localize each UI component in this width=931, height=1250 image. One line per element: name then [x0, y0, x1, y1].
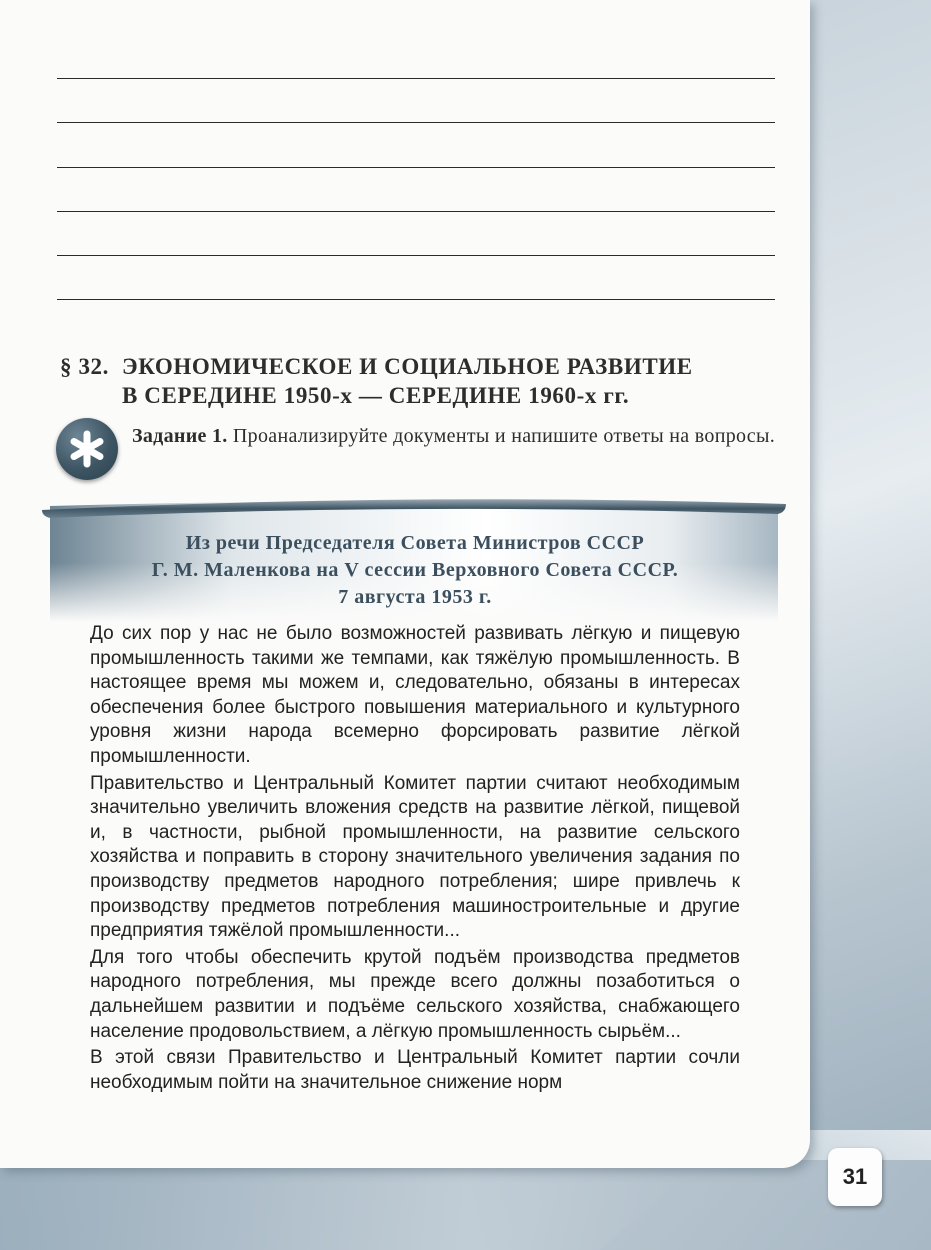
section-number: § 32. [60, 354, 109, 379]
section-title-line2: В СЕРЕДИНЕ 1950-х — СЕРЕДИНЕ 1960-х гг. [122, 383, 630, 408]
answer-line[interactable] [57, 122, 775, 123]
task-text: Проанализируйте документы и напишите ответы на вопросы. [232, 425, 776, 447]
document-paragraph: В этой связи Правительство и Центральный Комитет партии сочли необходимым пойти на значительное снижение норм [90, 1047, 740, 1093]
document-paragraph: Для того чтобы обеспечить крутой подъём производства предметов народного потребления, мы прежде всего должны позаботиться о дальнейшем развитии и подъёме сельского хозяйства, снабжающего население продовольствием, а лёгкую промышленность сырьём... [90, 946, 740, 1042]
star-icon [56, 418, 118, 480]
document-source-title [60, 530, 770, 611]
document-paragraph: До сих пор у нас не было возможностей развивать лёгкую и пищевую промышленность такими же темпами, как тяжёлую промышленность. В настоящее время мы можем и, следовательно, обязаны в интересах обеспечения более быстрого повышения материального и культурного уровня жизни народа всемерно форсировать развитие лёгкой промышленности. [90, 623, 740, 767]
answer-line[interactable] [57, 167, 775, 168]
answer-line[interactable] [57, 78, 775, 79]
section-heading [60, 352, 760, 410]
section-title-line1: ЭКОНОМИЧЕСКОЕ И СОЦИАЛЬНОЕ РАЗВИТИЕ [122, 354, 693, 379]
document-text [90, 622, 740, 1097]
task-instruction [132, 423, 777, 450]
source-line3: 7 августа 1953 г. [338, 586, 492, 608]
task-label: Задание 1. [132, 425, 228, 447]
source-line1: Из речи Председателя Совета Министров СССР [185, 532, 645, 554]
page-number: 31 [828, 1148, 882, 1206]
answer-line[interactable] [57, 255, 775, 256]
source-line2: Г. М. Маленкова на V сессии Верховного Совета СССР. [151, 559, 679, 581]
document-paragraph: Правительство и Центральный Комитет партии считают необходимым значительно увеличить вложения средств на развитие лёгкой, пищевой и, в частности, рыбной промышленности, на развитие сельского хозяйства и поправить в сторону значительного увеличения задания по производству предметов народного потребления; шире привлечь к производству предметов потребления машиностроительные и другие предприятия тяжёлой промышленности... [90, 772, 740, 942]
background-facet [0, 1160, 931, 1250]
answer-line[interactable] [57, 211, 775, 212]
answer-line[interactable] [57, 299, 775, 300]
